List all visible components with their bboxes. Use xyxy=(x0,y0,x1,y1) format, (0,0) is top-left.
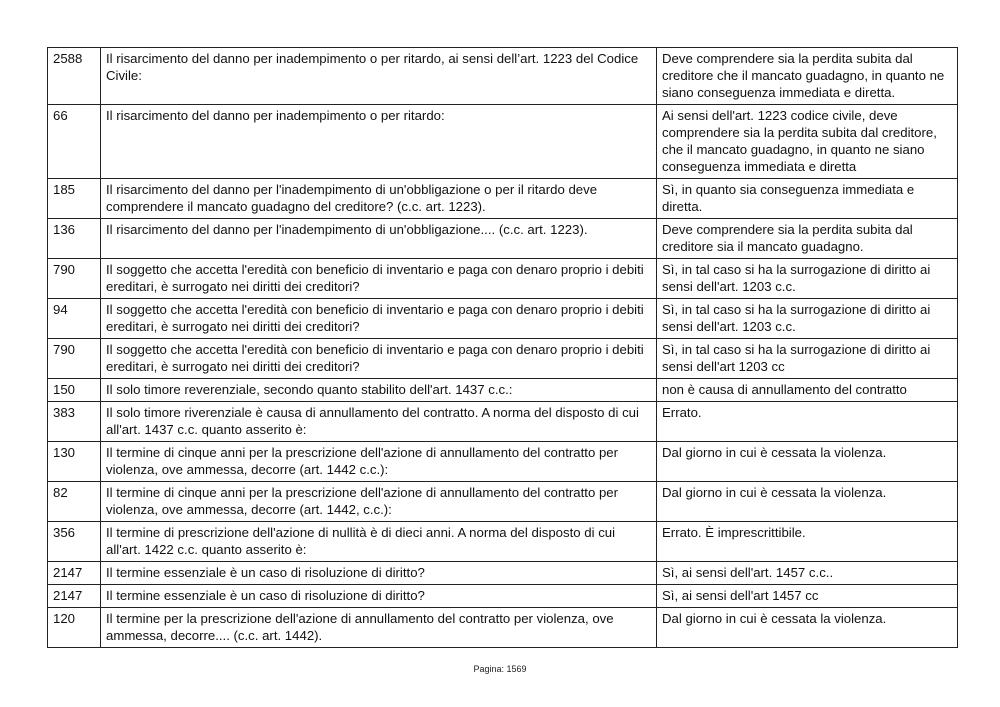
row-id: 130 xyxy=(48,442,101,482)
row-question: Il solo timore reverenziale, secondo quanto stabilito dell'art. 1437 c.c.: xyxy=(101,379,657,402)
row-id: 120 xyxy=(48,608,101,648)
row-question: Il solo timore riverenziale è causa di annullamento del contratto. A norma del disposto di cui all'art. 1437 c.c. quanto asserito è: xyxy=(101,402,657,442)
row-id: 356 xyxy=(48,522,101,562)
row-id: 790 xyxy=(48,259,101,299)
table-row xyxy=(48,442,958,482)
qa-table-body xyxy=(48,48,958,648)
table-row xyxy=(48,402,958,442)
row-id: 136 xyxy=(48,219,101,259)
row-id: 2147 xyxy=(48,562,101,585)
table-row xyxy=(48,585,958,608)
row-id: 185 xyxy=(48,179,101,219)
row-answer: Deve comprendere sia la perdita subita dal creditore sia il mancato guadagno. xyxy=(657,219,958,259)
table-row xyxy=(48,379,958,402)
table-row xyxy=(48,299,958,339)
row-answer: Sì, in tal caso si ha la surrogazione di diritto ai sensi dell'art. 1203 c.c. xyxy=(657,299,958,339)
table-row xyxy=(48,482,958,522)
table-row xyxy=(48,562,958,585)
table-row xyxy=(48,522,958,562)
table-row xyxy=(48,259,958,299)
row-answer: Dal giorno in cui è cessata la violenza. xyxy=(657,442,958,482)
row-id: 2147 xyxy=(48,585,101,608)
row-id: 383 xyxy=(48,402,101,442)
row-question: Il termine di cinque anni per la prescrizione dell'azione di annullamento del contratto per violenza, ove ammessa, decorre (art. 1442 c.c.): xyxy=(101,442,657,482)
row-answer: Sì, ai sensi dell'art. 1457 c.c.. xyxy=(657,562,958,585)
table-row xyxy=(48,179,958,219)
page-number: Pagina: 1569 xyxy=(473,664,527,674)
row-answer: Sì, ai sensi dell'art 1457 cc xyxy=(657,585,958,608)
row-question: Il risarcimento del danno per inadempimento o per ritardo: xyxy=(101,105,657,179)
table-row xyxy=(48,105,958,179)
row-question: Il risarcimento del danno per l'inadempimento di un'obbligazione.... (c.c. art. 1223). xyxy=(101,219,657,259)
row-question: Il soggetto che accetta l'eredità con beneficio di inventario e paga con denaro proprio i debiti ereditari, è surrogato nei diritti dei creditori? xyxy=(101,339,657,379)
row-id: 2588 xyxy=(48,48,101,105)
row-question: Il risarcimento del danno per inadempimento o per ritardo, ai sensi dell’art. 1223 del Codice Civile: xyxy=(101,48,657,105)
row-id: 82 xyxy=(48,482,101,522)
table-row xyxy=(48,48,958,105)
row-answer: non è causa di annullamento del contratto xyxy=(657,379,958,402)
row-question: Il termine di cinque anni per la prescrizione dell'azione di annullamento del contratto per violenza, ove ammessa, decorre (art. 1442, c.c.): xyxy=(101,482,657,522)
row-question: Il termine di prescrizione dell'azione di nullità è di dieci anni. A norma del disposto di cui all'art. 1422 c.c. quanto asserito è: xyxy=(101,522,657,562)
table-row xyxy=(48,608,958,648)
row-id: 66 xyxy=(48,105,101,179)
row-answer: Deve comprendere sia la perdita subita dal creditore che il mancato guadagno, in quanto ne siano conseguenza immediata e diretta. xyxy=(657,48,958,105)
table-row xyxy=(48,339,958,379)
row-answer: Sì, in quanto sia conseguenza immediata e diretta. xyxy=(657,179,958,219)
row-question: Il soggetto che accetta l'eredità con beneficio di inventario e paga con denaro proprio i debiti ereditari, è surrogato nei diritti dei creditori? xyxy=(101,259,657,299)
row-question: Il risarcimento del danno per l'inadempimento di un'obbligazione o per il ritardo deve comprendere il mancato guadagno del creditore? (c.c. art. 1223). xyxy=(101,179,657,219)
row-answer: Sì, in tal caso si ha la surrogazione di diritto ai sensi dell'art 1203 cc xyxy=(657,339,958,379)
row-answer: Dal giorno in cui è cessata la violenza. xyxy=(657,482,958,522)
row-answer: Errato. xyxy=(657,402,958,442)
row-question: Il soggetto che accetta l'eredità con beneficio di inventario e paga con denaro proprio i debiti ereditari, è surrogato nei diritti dei creditori? xyxy=(101,299,657,339)
row-question: Il termine per la prescrizione dell'azione di annullamento del contratto per violenza, ove ammessa, decorre.... (c.c. art. 1442). xyxy=(101,608,657,648)
row-id: 150 xyxy=(48,379,101,402)
row-answer: Ai sensi dell'art. 1223 codice civile, deve comprendere sia la perdita subita dal creditore, che il mancato guadagno, in quanto ne siano conseguenza immediata e diretta xyxy=(657,105,958,179)
row-answer: Sì, in tal caso si ha la surrogazione di diritto ai sensi dell'art. 1203 c.c. xyxy=(657,259,958,299)
row-answer: Errato. È imprescrittibile. xyxy=(657,522,958,562)
row-question: Il termine essenziale è un caso di risoluzione di diritto? xyxy=(101,585,657,608)
row-id: 790 xyxy=(48,339,101,379)
row-id: 94 xyxy=(48,299,101,339)
row-answer: Dal giorno in cui è cessata la violenza. xyxy=(657,608,958,648)
row-question: Il termine essenziale è un caso di risoluzione di diritto? xyxy=(101,562,657,585)
table-row xyxy=(48,219,958,259)
qa-table xyxy=(47,47,958,648)
